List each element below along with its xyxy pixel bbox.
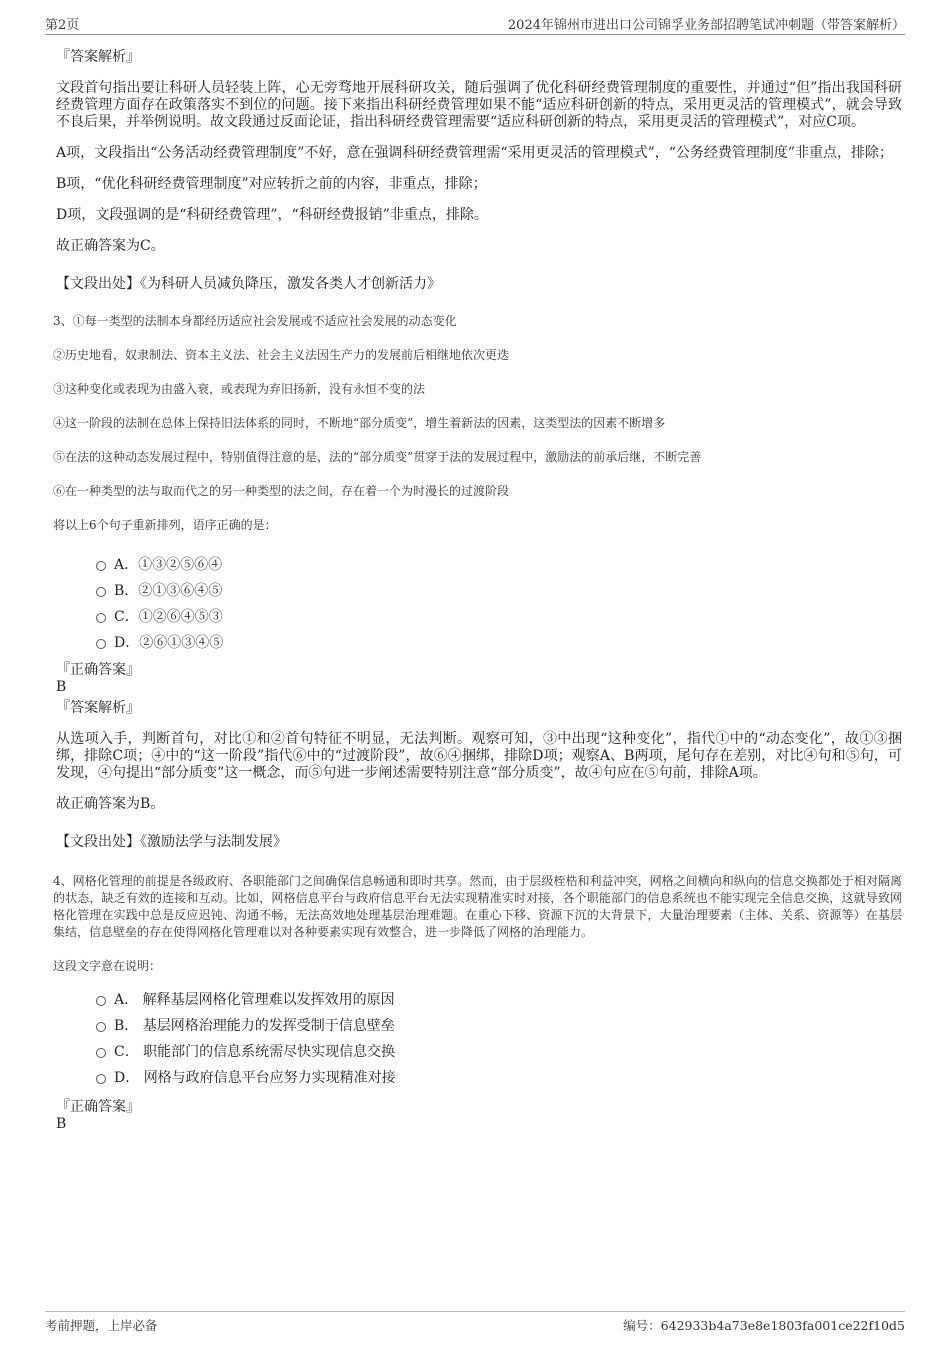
correct-answer-label: 『正确答案』 <box>56 1099 140 1115</box>
question-line: ③这种变化或表现为由盛入衰，或表现为弃旧扬新，没有永恒不变的法 <box>53 382 426 396</box>
answer-options <box>96 552 902 656</box>
radio-icon[interactable] <box>96 561 106 571</box>
option-letter: D． <box>114 635 140 651</box>
analysis-paragraph: D项，文段强调的是“科研经费管理”，“科研经费报销”非重点，排除。 <box>56 207 488 223</box>
source-citation: 【文段出处】《为科研人员减负降压，激发各类人才创新活力》 <box>56 276 441 292</box>
page-header <box>45 14 905 35</box>
correct-answer: B <box>56 1116 67 1132</box>
analysis-conclusion: 故正确答案为C。 <box>56 238 165 254</box>
option-text: ①②⑥④⑤③ <box>138 609 223 625</box>
radio-icon[interactable] <box>96 1022 106 1032</box>
radio-icon[interactable] <box>96 1048 106 1058</box>
option-letter: A． <box>114 557 139 573</box>
radio-icon[interactable] <box>96 587 106 597</box>
radio-icon[interactable] <box>96 1074 106 1084</box>
option-letter: C． <box>114 609 139 625</box>
analysis-paragraph: A项，文段指出“公务活动经费管理制度”不好，意在强调科研经费管理需“采用更灵活的管理模式”，“公务经费管理制度”非重点，排除； <box>56 145 894 161</box>
question-stem: 4、网格化管理的前提是各级政府、各职能部门之间确保信息畅通和即时共享。然而，由于层级桎梏和利益冲突，网格之间横向和纵向的信息交换都处于相对隔离的状态，缺乏有效的连接和互动。比如，网格信息平台与政府信息平台无法实现精准实时对接，各个职能部门的信息系统也不能实现完全信息交换，这就导致网格化管理在实践中总是反应迟钝、沟通不畅，无法高效地处理基层治理难题。在重心下移、资源下沉的大背景下，大量治理要素（主体、关系、资源等）在基层集结，信息壁垒的存在使得网格化管理难以对各种要素实现有效整合，进一步降低了网格的治理能力。 <box>53 874 902 939</box>
radio-icon[interactable] <box>96 613 106 623</box>
option-text: ②⑥①③④⑤ <box>139 635 224 651</box>
analysis-paragraph: 从选项入手，判断首句，对比①和②首句特征不明显，无法判断。观察可知，③中出现“这种变化”，指代①中的“动态变化”，故①③捆绑，排除C项；④中的“这一阶段”指代⑥中的“过渡阶段”，故⑥④捆绑，排除D项；观察A、B两项，尾句存在差别，对比④句和⑤句，可发现，④句提出“部分质变”这一概念，而⑤句进一步阐述需要特别注意“部分质变”，故④句应在⑤句前，排除A项。 <box>56 731 902 781</box>
option-c[interactable] <box>96 604 902 630</box>
question-line: ⑥在一种类型的法与取而代之的另一种类型的法之间，存在着一个为时漫长的过渡阶段 <box>53 484 510 498</box>
option-a[interactable] <box>96 552 902 578</box>
answer-options <box>96 987 902 1091</box>
option-text: ②①③⑥④⑤ <box>138 583 223 599</box>
analysis-paragraph: B项，“优化科研经费管理制度”对应转折之前的内容，非重点，排除； <box>56 176 487 192</box>
option-letter: C． <box>114 1044 139 1060</box>
option-letter: A． <box>114 992 139 1008</box>
analysis-label: 『答案解析』 <box>56 700 140 716</box>
page-footer <box>45 1311 905 1337</box>
document-title: 2024年锦州市进出口公司锦孚业务部招聘笔试冲刺题（带答案解析） <box>507 18 905 33</box>
page-number: 第2页 <box>45 18 80 33</box>
question-line: ⑤在法的这种动态发展过程中，特别值得注意的是，法的“部分质变”贯穿于法的发展过程中，激励法的前承后继，不断完善 <box>53 450 702 464</box>
option-d[interactable] <box>96 630 902 656</box>
analysis-paragraph: 文段首句指出要让科研人员轻装上阵，心无旁骛地开展科研攻关，随后强调了优化科研经费管理制度的重要性，并通过“但”指出我国科研经费管理方面存在政策落实不到位的问题。接下来指出科研经费管理如果不能“适应科研创新的特点，采用更灵活的管理模式”，就会导致不良后果，并举例说明。故文段通过反面论证，指出科研经费管理需要“适应科研创新的特点，采用更灵活的管理模式”，对应C项。 <box>56 80 902 130</box>
option-a[interactable] <box>96 987 902 1013</box>
option-text: ①③②⑤⑥④ <box>138 557 223 573</box>
option-letter: B． <box>114 1018 139 1034</box>
option-letter: B． <box>114 583 139 599</box>
section-1-analysis <box>56 48 902 293</box>
option-letter: D． <box>114 1070 140 1086</box>
footer-slogan: 考前押题，上岸必备 <box>45 1318 158 1333</box>
option-d[interactable] <box>96 1065 902 1091</box>
question-line: 3、①每一类型的法制本身都经历适应社会发展或不适应社会发展的动态变化 <box>53 314 457 328</box>
correct-answer-label: 『正确答案』 <box>56 662 140 678</box>
radio-icon[interactable] <box>96 639 106 649</box>
question-line: ②历史地看，奴隶制法、资本主义法、社会主义法因生产力的发展前后相继地依次更迭 <box>53 348 510 362</box>
question-3 <box>53 313 902 851</box>
document-body <box>53 46 902 1133</box>
option-c[interactable] <box>96 1039 902 1065</box>
document-id: 编号：642933b4a73e8e1803fa001ce22f10d5 <box>623 1318 905 1333</box>
option-text: 职能部门的信息系统需尽快实现信息交换 <box>143 1044 396 1060</box>
question-line: ④这一阶段的法制在总体上保持旧法体系的同时，不断地“部分质变”，增生着新法的因素，这类型法的因素不断增多 <box>53 416 666 430</box>
radio-icon[interactable] <box>96 996 106 1006</box>
question-4 <box>53 873 902 1133</box>
question-prompt: 将以上6个句子重新排列，语序正确的是： <box>53 518 277 532</box>
source-citation: 【文段出处】《激励法学与法制发展》 <box>56 834 287 850</box>
option-text: 基层网格治理能力的发挥受制于信息壁垒 <box>142 1018 395 1034</box>
option-text: 网格与政府信息平台应努力实现精准对接 <box>143 1070 396 1086</box>
correct-answer: B <box>56 679 67 695</box>
option-b[interactable] <box>96 1013 902 1039</box>
option-b[interactable] <box>96 578 902 604</box>
analysis-conclusion: 故正确答案为B。 <box>56 796 165 812</box>
analysis-label: 『答案解析』 <box>56 49 140 65</box>
option-text: 解释基层网格化管理难以发挥效用的原因 <box>142 992 395 1008</box>
question-prompt: 这段文字意在说明： <box>53 959 162 973</box>
